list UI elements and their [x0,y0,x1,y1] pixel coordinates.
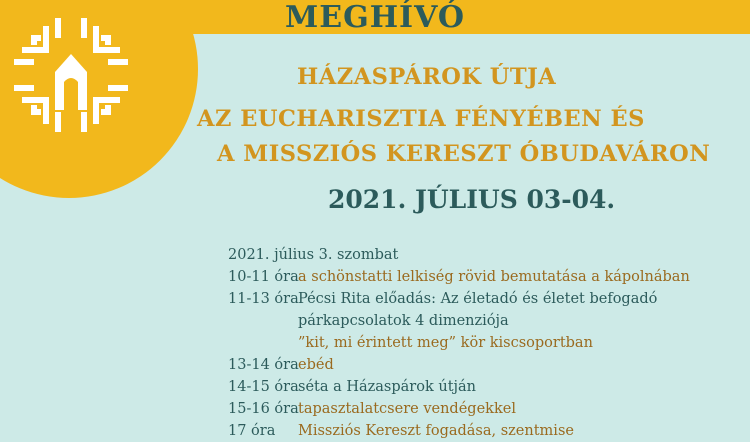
schedule-activity: Missziós Kereszt fogadása, szentmise [298,423,574,439]
schedule-item [228,398,516,420]
schedule-item [228,420,574,442]
invitation-heading: MEGHÍVÓ [285,0,465,35]
schedule-activity: Pécsi Rita előadás: Az életadó és életet befogadó [298,291,658,307]
schedule-item [228,332,593,354]
schedule-activity: a schönstatti lelkiség rövid bemutatása a kápolnában [298,269,690,285]
schedule-day [228,244,398,266]
schedule-day-label: 2021. július 3. szombat [228,247,399,263]
schedule-time: 14-15 óra [228,379,299,395]
schedule-activity: tapasztalatcsere vendégekkel [298,401,516,417]
schedule-time: 15-16 óra [228,401,299,417]
schedule-activity: párkapcsolatok 4 dimenziója [298,313,509,329]
schedule [228,244,690,442]
schedule-activity: ”kit, mi érintett meg” kör kiscsoportban [298,335,593,351]
schedule-activity: ebéd [298,357,334,373]
event-title-line-1: HÁZASPÁROK ÚTJA [297,64,557,90]
schedule-time: 13-14 óra [228,357,299,373]
schedule-item [228,266,690,288]
schedule-item [228,288,658,310]
schedule-activity: séta a Házaspárok útján [298,379,477,395]
schedule-item [228,310,509,332]
schedule-item [228,376,477,398]
schedule-time: 10-11 óra [228,269,299,285]
event-date: 2021. JÚLIUS 03-04. [328,185,616,214]
event-title-line-3: A MISSZIÓS KERESZT ÓBUDAVÁRON [217,141,711,167]
schedule-time: 17 óra [228,423,276,439]
event-title-line-2: AZ EUCHARISZTIA FÉNYÉBEN ÉS [197,106,645,132]
schedule-time: 11-13 óra [228,291,299,307]
schedule-item [228,354,398,376]
